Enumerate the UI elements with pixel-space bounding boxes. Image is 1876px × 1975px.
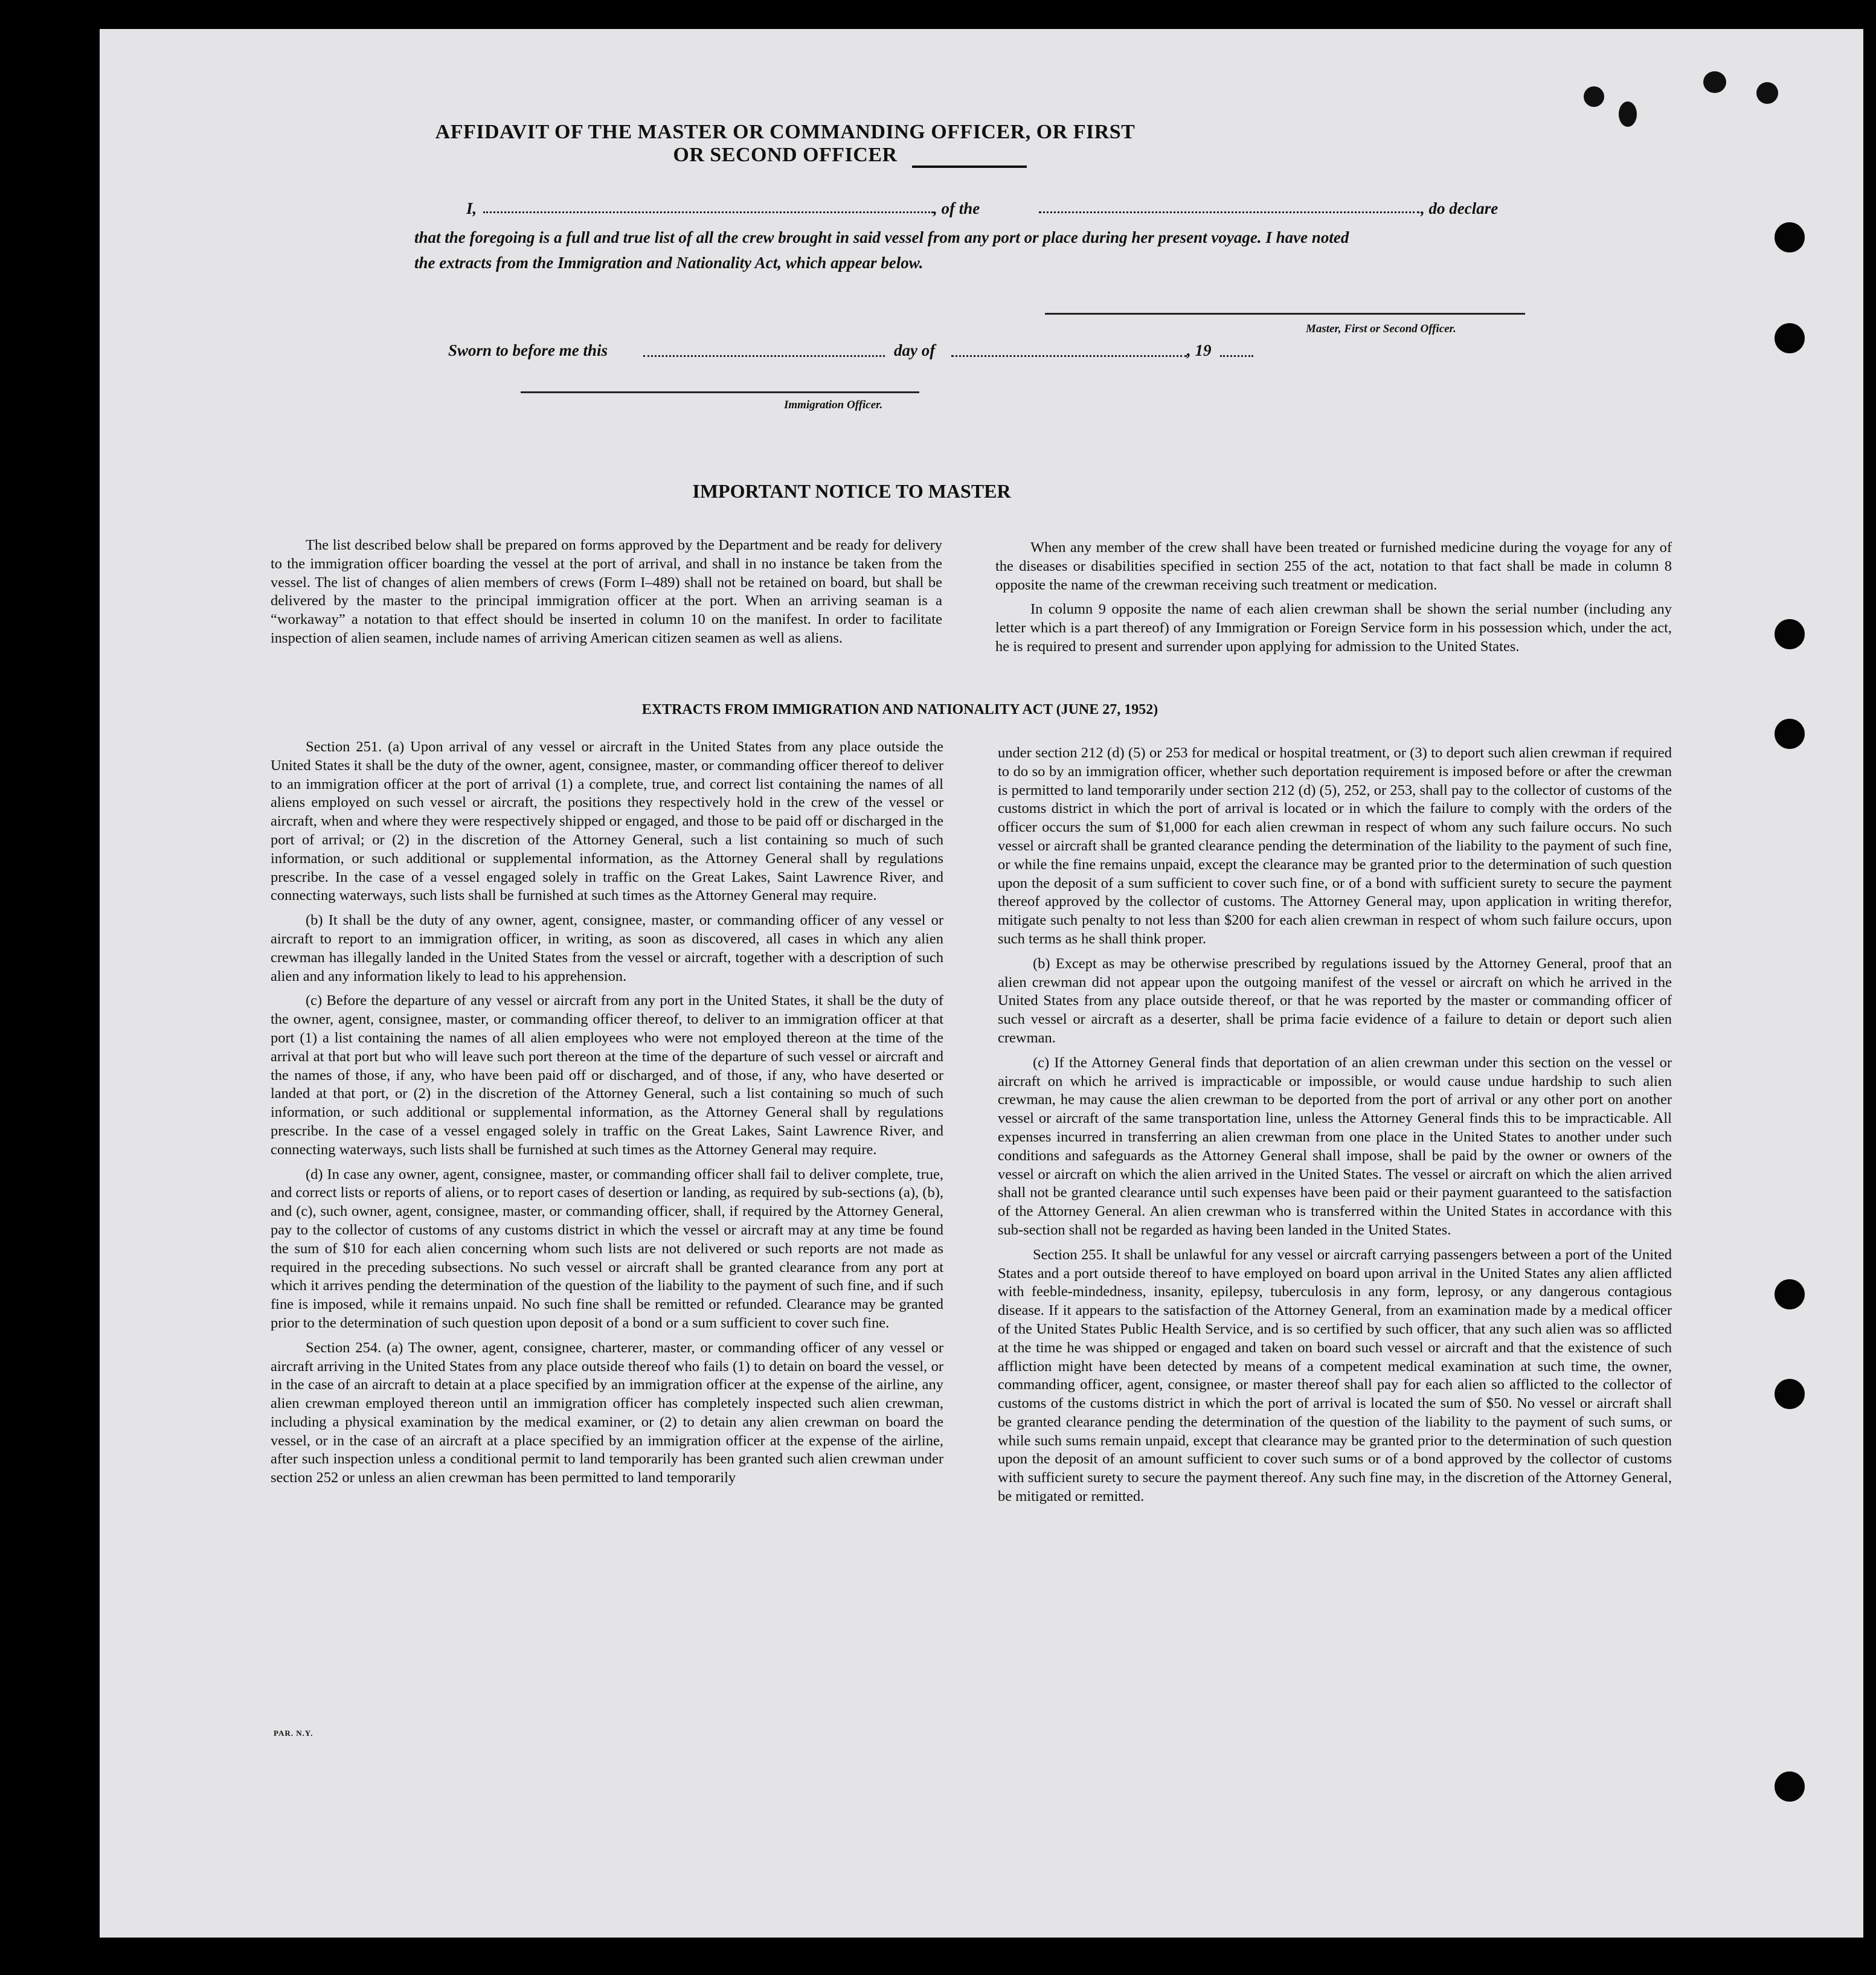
notice-paragraph: In column 9 opposite the name of each alien crewman shall be shown the serial number (including any letter which is a part thereof) of any Immigration or Foreign Service form in his possession which, under the act, he is required to present and surrender upon applying for admission to the United States. — [995, 601, 1672, 655]
section-paragraph: under section 212 (d) (5) or 253 for medical or hospital treatment, or (3) to deport such alien crewman if required to do so by an immigration officer, whether such deportation requirement is imposed before or after the crewman is permitted to land temporarily under section 212 (d) (5), 252, or 253, shall pay to the collector of customs of the customs district in which the port of arrival is located or in which the failure to comply with the orders of the officer occurs the sum of $1,000 for each alien crewman in respect of whom any such failure occurs. No such vessel or aircraft shall be granted clearance pending the determination of the liability to the payment of such fine, or while the fine remains unpaid, except the clearance may be granted prior to the determination of such question upon the deposit of a sum sufficient to cover such fine, or of a bond with sufficient surety to secure the payment thereof approved by the collector of customs. The Attorney General may, upon application in writing therefor, mitigate such penalty to not less than $200 for each alien crewman in respect of whom such failure occurs, upon such terms as he shall think proper. — [998, 745, 1672, 947]
year-label: , 19 — [1187, 341, 1212, 359]
ink-smudge — [1619, 101, 1637, 127]
extracts-title: EXTRACTS FROM IMMIGRATION AND NATIONALITY ACT (JUNE 27, 1952) — [641, 702, 1158, 718]
officer-caption: Immigration Officer. — [784, 399, 883, 411]
printer-imprint: PAR. N.Y. — [274, 1729, 313, 1738]
section-paragraph: Section 255. It shall be unlawful for any vessel or aircraft carrying passengers between a port of the United States and a port outside thereof to have employed on board upon arrival in the United States any alien afflicted with feeble-mindedness, insanity, epilepsy, tuberculosis in any form, leprosy, or any dangerous contagious disease. If it appears to the satisfaction of the Attorney General, from an examination made by a medical officer of the United States Public Health Service, and is so certified by such officer, that any such alien was so afflicted at the time he was shipped or engaged and taken on board such vessel or aircraft and that the existence of such affliction might have been detected by means of a competent medical examination at such time, the owner, commanding officer, agent, consignee, or master thereof shall pay for each alien so afflicted to the collector of customs of the customs district in which the port of arrival is located the sum of $50. No vessel or aircraft shall be granted clearance pending the determination of the question of the liability to the payment of such sums, or while such sums remain unpaid, except that clearance may be granted prior to the determination of such question upon the deposit of an amount sufficient to cover such sums or of a bond approved by the collector of customs with sufficient surety to secure the payment thereof. Any such fine may, in the discretion of the Attorney General, be mitigated or remitted. — [998, 1246, 1672, 1505]
section-paragraph: (b) Except as may be otherwise prescribed by regulations issued by the Attorney General, proof that an alien crewman did not appear upon the outgoing manifest of the vessel or aircraft on which he arrived in the United States from any place outside thereof, or that he was reported by the master or commanding officer of such vessel or aircraft as a deserter, shall be prima facie evidence of a failure to detain or deport such alien crewman. — [998, 955, 1672, 1046]
ink-smudge — [1703, 71, 1726, 93]
declare-line-2: that the foregoing is a full and true list of all the crew brought in said vessel from any port or place during her present voyage. I have noted — [414, 228, 1349, 246]
month-field[interactable] — [951, 355, 1187, 357]
day-of-label: day of — [894, 341, 936, 359]
section-paragraph: (c) Before the departure of any vessel or aircraft from any port in the United States, it shall be the duty of the owner, agent, consignee, master, or commanding officer thereof, to deliver to an immigration officer at that port (1) a list containing the names of all alien employees who were not employed thereon at the time of the arrival at that port but who will leave such port thereon at the time of the departure of such vessel or aircraft and the names of those, if any, who have been paid off or discharged, and of those, if any, who have deserted or landed at that port, or (2) in the discretion of the Attorney General, such a list containing so much of such information, or such additional or supplemental information, as the Attorney General shall by regulations prescribe. In the case of a vessel engaged solely in traffic on the Great Lakes, Saint Lawrence River, and connecting waterways, such lists shall be furnished at such times as the Attorney General may require. — [271, 992, 943, 1158]
notice-right — [995, 539, 1672, 663]
master-caption: Master, First or Second Officer. — [1306, 323, 1456, 335]
notice-paragraph: The list described below shall be prepared on forms approved by the Department and be ready for delivery to the immigration officer boarding the vessel at the port of arrival, and shall in no instance be taken from the vessel. The list of changes of alien members of crews (Form I–489) shall not be retained on board, but shall be delivered by the master to the principal immigration officer at the port. When an arriving seaman is a “workaway” a notation to that effect should be inserted in column 10 on the manifest. In order to facilitate inspection of alien seamen, include names of arriving American citizen seamen as well as aliens. — [271, 537, 942, 646]
sworn-label: Sworn to before me this — [448, 341, 608, 359]
punch-hole — [1775, 222, 1805, 252]
name-field[interactable] — [483, 211, 933, 213]
ink-smudge — [1756, 82, 1778, 104]
vessel-field[interactable] — [1039, 211, 1419, 213]
title-rule — [912, 165, 1027, 168]
sworn-date-field[interactable] — [643, 355, 885, 357]
punch-hole — [1775, 323, 1805, 353]
affidavit-title: AFFIDAVIT OF THE MASTER OR COMMANDING OFFICER, OR FIRST OR SECOND OFFICER — [435, 121, 1136, 166]
declare-i: I, — [466, 199, 477, 217]
section-paragraph: (b) It shall be the duty of any owner, agent, consignee, master, or commanding officer of any vessel or aircraft to report to an immigration officer, in writing, as soon as discovered, all cases in which any alien crewman has illegally landed in the United States from the vessel or aircraft, together with a description of such alien and any information likely to lead to his apprehension. — [271, 912, 943, 984]
extracts-right-column — [998, 744, 1672, 1512]
notice-left — [271, 536, 942, 654]
punch-hole — [1775, 619, 1805, 649]
declare-of-the: , of the — [933, 199, 980, 217]
notice-title: IMPORTANT NOTICE TO MASTER — [692, 480, 1011, 502]
section-paragraph: (c) If the Attorney General finds that deportation of an alien crewman under this section on the vessel or aircraft on which he arrived is impracticable or impossible, or would cause undue hardship to such alien crewman, he may cause the alien crewman to be deported from the port of arrival or any other port on another vessel or aircraft of the same transportation line, unless the Attorney General finds this to be impracticable. All expenses incurred in transferring an alien crewman from one place in the United States to another under such conditions and safeguards as the Attorney General shall impose, shall be paid by the owner or owners of the vessel or aircraft on which the alien arrived in the United States. The vessel or aircraft on which the alien arrived shall not be granted clearance until such expenses have been paid or their payment guaranteed to the satisfaction of the Attorney General. An alien crewman who is transferred within the United States in accordance with this sub-section shall not be regarded as having been landed in the United States. — [998, 1054, 1672, 1238]
punch-hole — [1775, 1771, 1805, 1802]
punch-hole — [1775, 1379, 1805, 1409]
declare-line-3: the extracts from the Immigration and Nationality Act, which appear below. — [414, 254, 924, 272]
year-field[interactable] — [1220, 355, 1253, 357]
section-paragraph: Section 251. (a) Upon arrival of any vessel or aircraft in the United States from any place outside the United States it shall be the duty of the owner, agent, consignee, master, or commanding officer thereof to deliver to an immigration officer at the port of arrival (1) a complete, true, and correct list containing the names of all aliens employed on such vessel or aircraft, the positions they respectively hold in the crew of the vessel or aircraft, when and where they were respectively shipped or engaged, and those to be paid off or discharged in the port of arrival; or (2) in the discretion of the Attorney General, such a list containing so much of such information, or such additional or supplemental information, as the Attorney General shall by regulations prescribe. In the case of a vessel engaged solely in traffic on the Great Lakes, Saint Lawrence River, and connecting waterways, such lists shall be furnished at such times as the Attorney General may require. — [271, 739, 943, 904]
ink-smudge — [1584, 86, 1604, 107]
master-signature-line[interactable] — [1045, 313, 1525, 315]
officer-signature-line[interactable] — [521, 391, 919, 393]
declare-do-declare: , do declare — [1421, 199, 1499, 217]
punch-hole — [1775, 719, 1805, 749]
section-paragraph: Section 254. (a) The owner, agent, consignee, charterer, master, or commanding officer of any vessel or aircraft arriving in the United States from any place outside thereof who fails (1) to detain on board the vessel, or in the case of an aircraft to detain at a place specified by an immigration officer at the expense of the airline, any alien crewman employed thereon until an immigration officer has completely inspected such alien crewman, including a physical examination by the medical examiner, or (2) to detain any alien crewman on board the vessel, or in the case of an aircraft at a place specified by an immigration officer at the expense of the airline, after such inspection unless a conditional permit to land temporarily has been granted such alien crewman under section 252 or unless an alien crewman has been permitted to land temporarily — [271, 1339, 943, 1486]
notice-paragraph: When any member of the crew shall have been treated or furnished medicine during the voyage for any of the diseases or disabilities specified in section 255 of the act, notation to that fact shall be made in column 8 opposite the name of the crewman receiving such treatment or medication. — [995, 539, 1672, 593]
section-paragraph: (d) In case any owner, agent, consignee, master, or commanding officer shall fail to deliver complete, true, and correct lists or reports of aliens, or to report cases of desertion or landing, as required by sub-sections (a), (b), and (c), such owner, agent, consignee, master, or commanding officer, shall, if required by the Attorney General, pay to the collector of customs of any customs district in which the vessel or aircraft may at any time be found the sum of $10 for each alien concerning whom such lists are not delivered or such reports are not made as required in the preceding subsections. No such vessel or aircraft shall be granted clearance from any port at which it arrives pending the determination of the question of the liability to the payment of such fine, and if such fine is imposed, while it remains unpaid. No such fine shall be remitted or refunded. Clearance may be granted prior to the determination of such question upon deposit of a bond or a sum sufficient to cover such fine. — [271, 1166, 943, 1331]
punch-hole — [1775, 1279, 1805, 1309]
extracts-left-column — [271, 738, 943, 1494]
